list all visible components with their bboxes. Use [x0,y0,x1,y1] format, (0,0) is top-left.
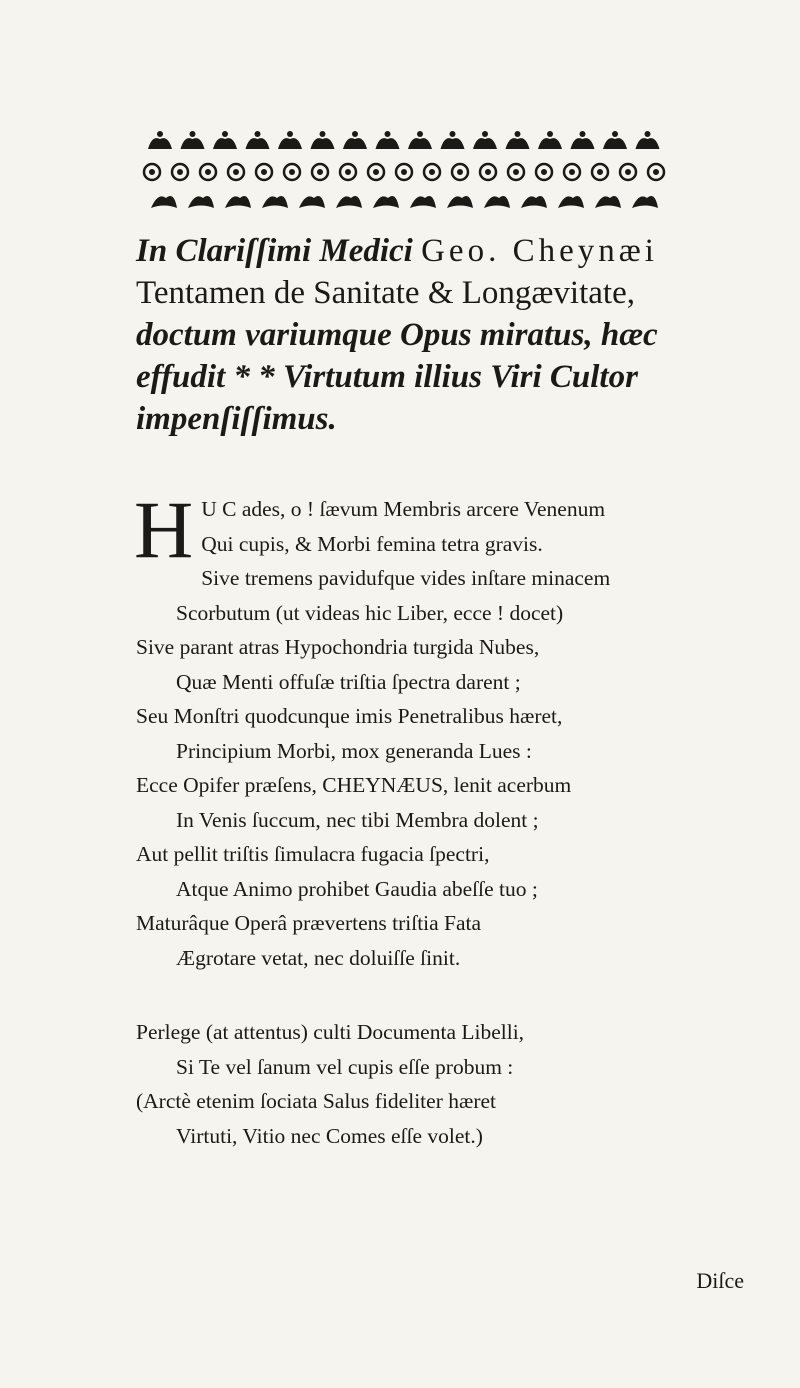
poem-line: Ecce Opifer præſens, CHEYNÆUS, lenit acerbum [136,773,572,797]
fleuron-rosette [480,164,496,180]
fleuron-crown [571,131,595,149]
poem-line: Si Te vel ſanum vel cupis eſſe probum : [176,1054,514,1079]
fleuron-bird [299,196,325,208]
fleuron-rosette [424,164,440,180]
poem-line: Scorbutum (ut videas hic Liber, ecce ! docet) [176,600,564,625]
poem-line: Principium Morbi, mox generanda Lues : [176,738,532,763]
poem-line: Sive parant atras Hypochondria turgida Nubes, [136,635,540,659]
poem-line: Atque Animo prohibet Gaudia abeſſe tuo ; [176,876,538,901]
poem-line: Aut pellit triſtis ſimulacra fugacia ſpectri, [136,842,490,866]
fleuron-rosette [452,164,468,180]
heading-line-3: doctum variumque Opus miratus, hæc [136,317,658,353]
fleuron-rosette [368,164,384,180]
catchword: Diſce [696,1268,744,1293]
stanza-1 [134,484,756,975]
fleuron-crown [538,131,562,149]
fleuron-bird [484,196,510,208]
fleuron-bird [225,196,251,208]
poem-body [134,484,756,1153]
fleuron-crown [376,131,400,149]
fleuron-rosette [284,164,300,180]
fleuron-crown [311,131,335,149]
fleuron-crown [213,131,237,149]
poem-line: U C ades, o ! ſævum Membris arcere Venenum [201,497,606,521]
fleuron-bird [151,196,177,208]
stanza-2 [136,1015,756,1153]
fleuron-rosette [340,164,356,180]
poem-line: Ægrotare vetat, nec doluiſſe ſinit. [176,945,461,970]
fleuron-crown [278,131,302,149]
poem-line: Seu Monſtri quodcunque imis Penetralibus hæret, [136,704,563,728]
fleuron-rosette [592,164,608,180]
fleuron-rosette [648,164,664,180]
poem-line: In Venis ſuccum, nec tibi Membra dolent ; [176,807,539,832]
fleuron-crown [148,131,172,149]
fleuron-rosette [312,164,328,180]
fleuron-crown [408,131,432,149]
poem-line: (Arctè etenim ſociata Salus fideliter hæret [136,1089,496,1113]
poem-line: Sive tremens pavidufque vides inſtare minacem [201,566,611,590]
fleuron-bird [447,196,473,208]
fleuron-crown [246,131,270,149]
fleuron-rosette [172,164,188,180]
fleuron-crown [473,131,497,149]
fleuron-bird [521,196,547,208]
poem-line: Virtuti, Vitio nec Comes eſſe volet.) [176,1123,483,1148]
fleuron-rosette [200,164,216,180]
fleuron-crown [181,131,205,149]
fleuron-bird [632,196,658,208]
poem-line: Perlege (at attentus) culti Documenta Libelli, [136,1020,525,1044]
poem-line: Maturâque Operâ prævertens triſtia Fata [136,911,482,935]
fleuron-rosette [536,164,552,180]
fleuron-rosette [396,164,412,180]
fleuron-crown [636,131,660,149]
fleuron-rosette [564,164,580,180]
fleuron-rosette [144,164,160,180]
poem-line: Quæ Menti offuſæ triſtia ſpectra darent ; [176,669,521,694]
fleuron-rosette [256,164,272,180]
fleuron-bird [373,196,399,208]
fleuron-bird [595,196,621,208]
fleuron-crown [506,131,530,149]
fleuron-crown [343,131,367,149]
fleuron-bird [336,196,362,208]
fleuron-rosette [508,164,524,180]
drop-cap: H [134,484,194,575]
heading-line-4: effudit * * Virtutum illius Viri Cultor [136,359,638,395]
fleuron-bird [188,196,214,208]
fleuron-crown [441,131,465,149]
fleuron-bird [410,196,436,208]
printer-ornament-band [138,127,670,217]
fleuron-bird [558,196,584,208]
fleuron-rosette [620,164,636,180]
fleuron-bird [262,196,288,208]
heading-line-2: Tentamen de Sanitate & Longævitate, [136,275,635,311]
heading-line-1: In Clariſſimi Medici Geo. Cheynæi [136,233,658,269]
poem-heading [136,230,696,440]
fleuron-crown [603,131,627,149]
poem-line: Qui cupis, & Morbi femina tetra gravis. [201,531,543,556]
fleuron-rosette [228,164,244,180]
heading-line-5: impenſiſſimus. [136,401,337,437]
